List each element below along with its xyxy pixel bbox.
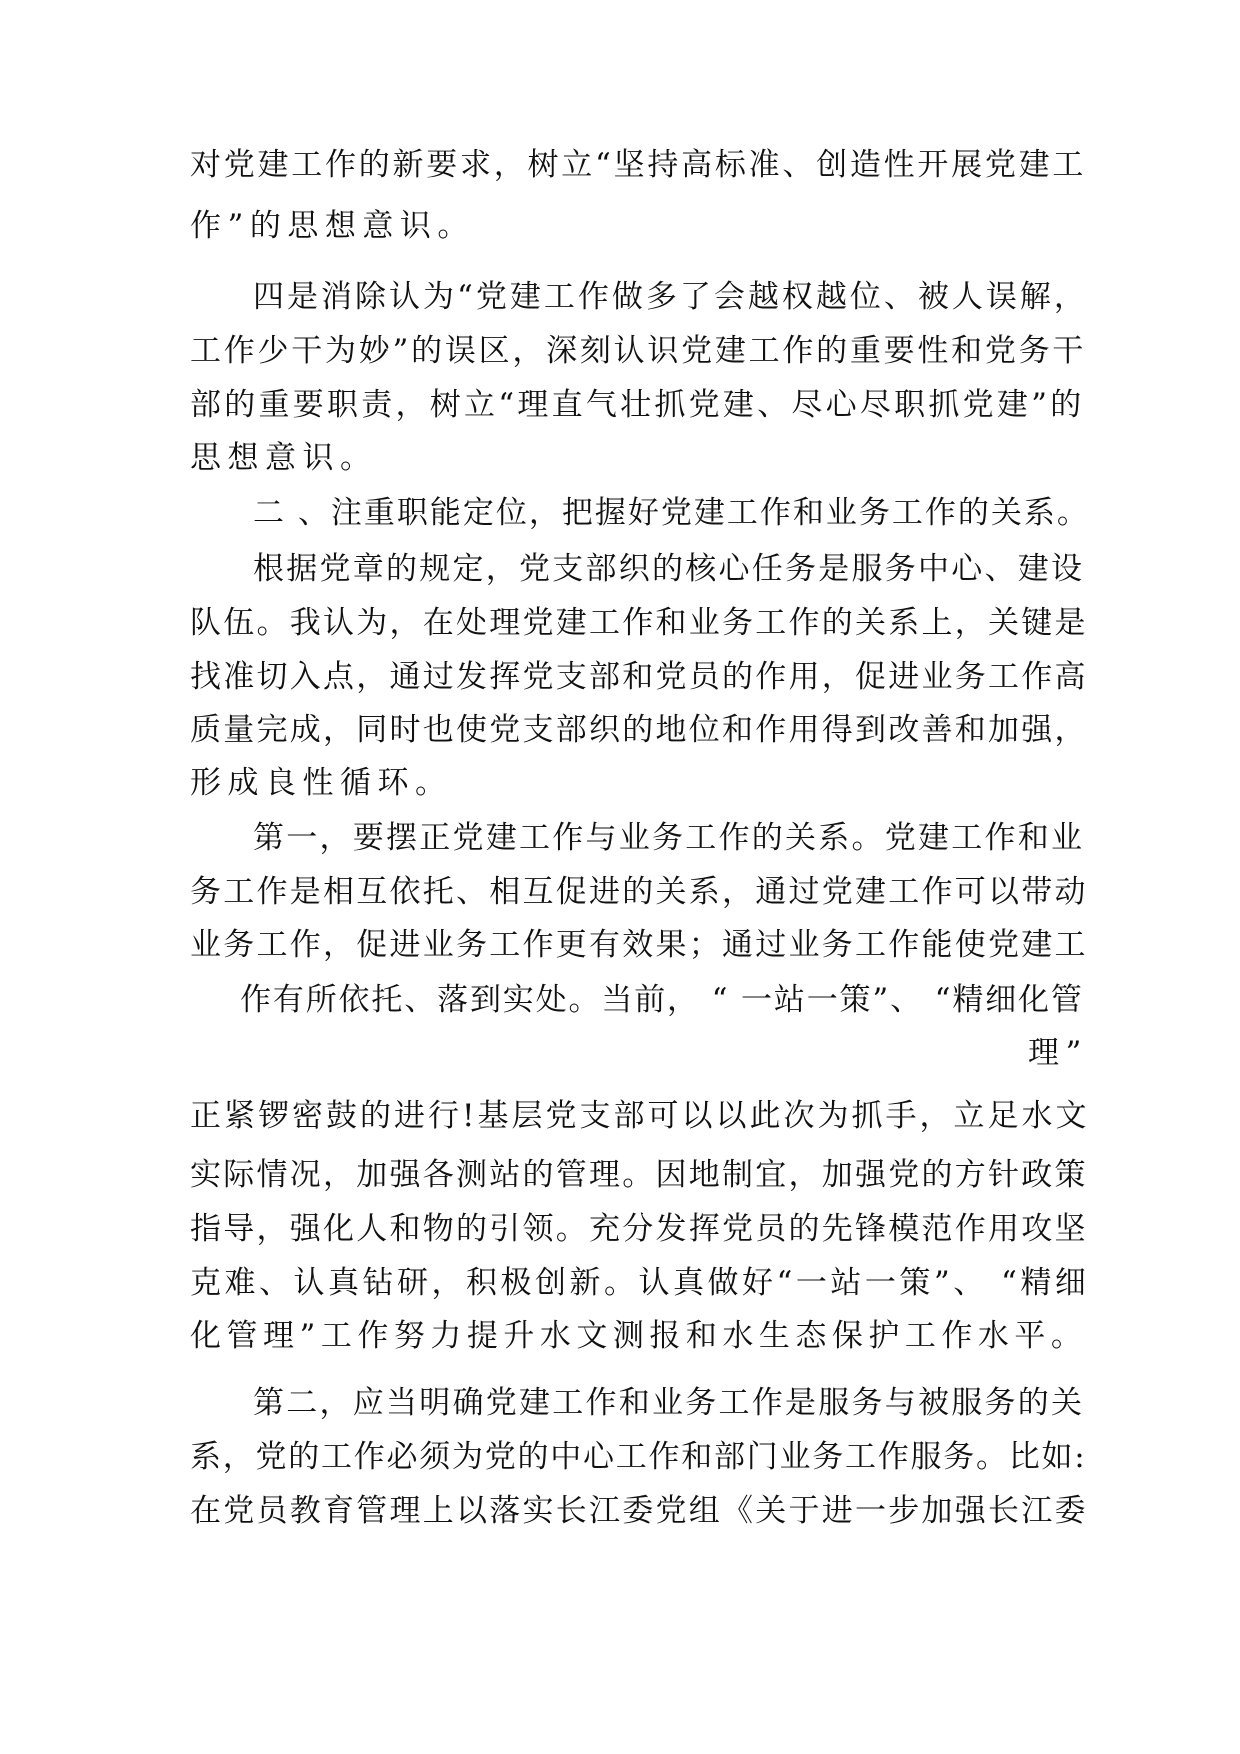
text-line-21: 克难、认真钻研，积极创新。认真做好“一站一策”、 “精细 xyxy=(190,1265,1090,1301)
text-line-20: 指导，强化人和物的引领。充分发挥党员的先锋模范作用攻坚 xyxy=(190,1211,1088,1247)
section-heading: 二 、注重职能定位，把握好党建工作和业务工作的关系。 xyxy=(253,495,1090,531)
text-line-14: 务工作是相互依托、相互促进的关系，通过党建工作可以带动 xyxy=(190,874,1088,910)
text-line-3: 四是消除认为“党建工作做多了会越权越位、被人误解， xyxy=(253,279,1088,315)
text-line-25: 在党员教育管理上以落实长江委党组《关于进一步加强长江委 xyxy=(190,1493,1088,1529)
text-line-11: 质量完成，同时也使党支部织的地位和作用得到改善和加强， xyxy=(190,712,1088,748)
text-line-10: 找准切入点，通过发挥党支部和党员的作用，促进业务工作高 xyxy=(190,659,1088,695)
text-line-4: 工作少干为妙”的误区，深刻认识党建工作的重要性和党务干 xyxy=(190,333,1087,369)
text-line-15: 业务工作，促进业务工作更有效果；通过业务工作能使党建工 xyxy=(190,927,1088,963)
text-line-12: 形成良性循环。 xyxy=(190,765,453,801)
text-line-17: 理” xyxy=(1028,1035,1088,1071)
text-line-24: 系，党的工作必须为党的中心工作和部门业务工作服务。比如: xyxy=(190,1439,1087,1475)
text-line-5: 部的重要职责，树立“理直气壮抓党建、尽心尽职抓党建”的 xyxy=(190,387,1085,423)
text-line-1: 对党建工作的新要求，树立“坚持高标准、创造性开展党建工 xyxy=(190,147,1087,183)
text-line-18: 正紧锣密鼓的进行!基层党支部可以以此次为抓手，立足水文 xyxy=(190,1098,1090,1134)
text-line-23: 第二，应当明确党建工作和业务工作是服务与被服务的关 xyxy=(253,1385,1085,1421)
text-line-22: 化管理”工作努力提升水文测报和水生态保护工作水平。 xyxy=(190,1318,1088,1354)
text-line-13: 第一，要摆正党建工作与业务工作的关系。党建工作和业 xyxy=(253,820,1085,856)
text-line-8: 根据党章的规定，党支部织的核心任务是服务中心、建设 xyxy=(253,551,1085,587)
text-line-16: 作有所依托、落到实处。当前， “ 一站一策”、 “精细化管 xyxy=(240,982,1084,1018)
text-line-2: 作”的思想意识。 xyxy=(190,208,475,244)
text-line-9: 队伍。我认为，在处理党建工作和业务工作的关系上，关键是 xyxy=(190,605,1088,641)
text-line-19: 实际情况，加强各测站的管理。因地制宜，加强党的方针政策 xyxy=(190,1157,1088,1193)
text-line-6: 思想意识。 xyxy=(190,440,378,476)
